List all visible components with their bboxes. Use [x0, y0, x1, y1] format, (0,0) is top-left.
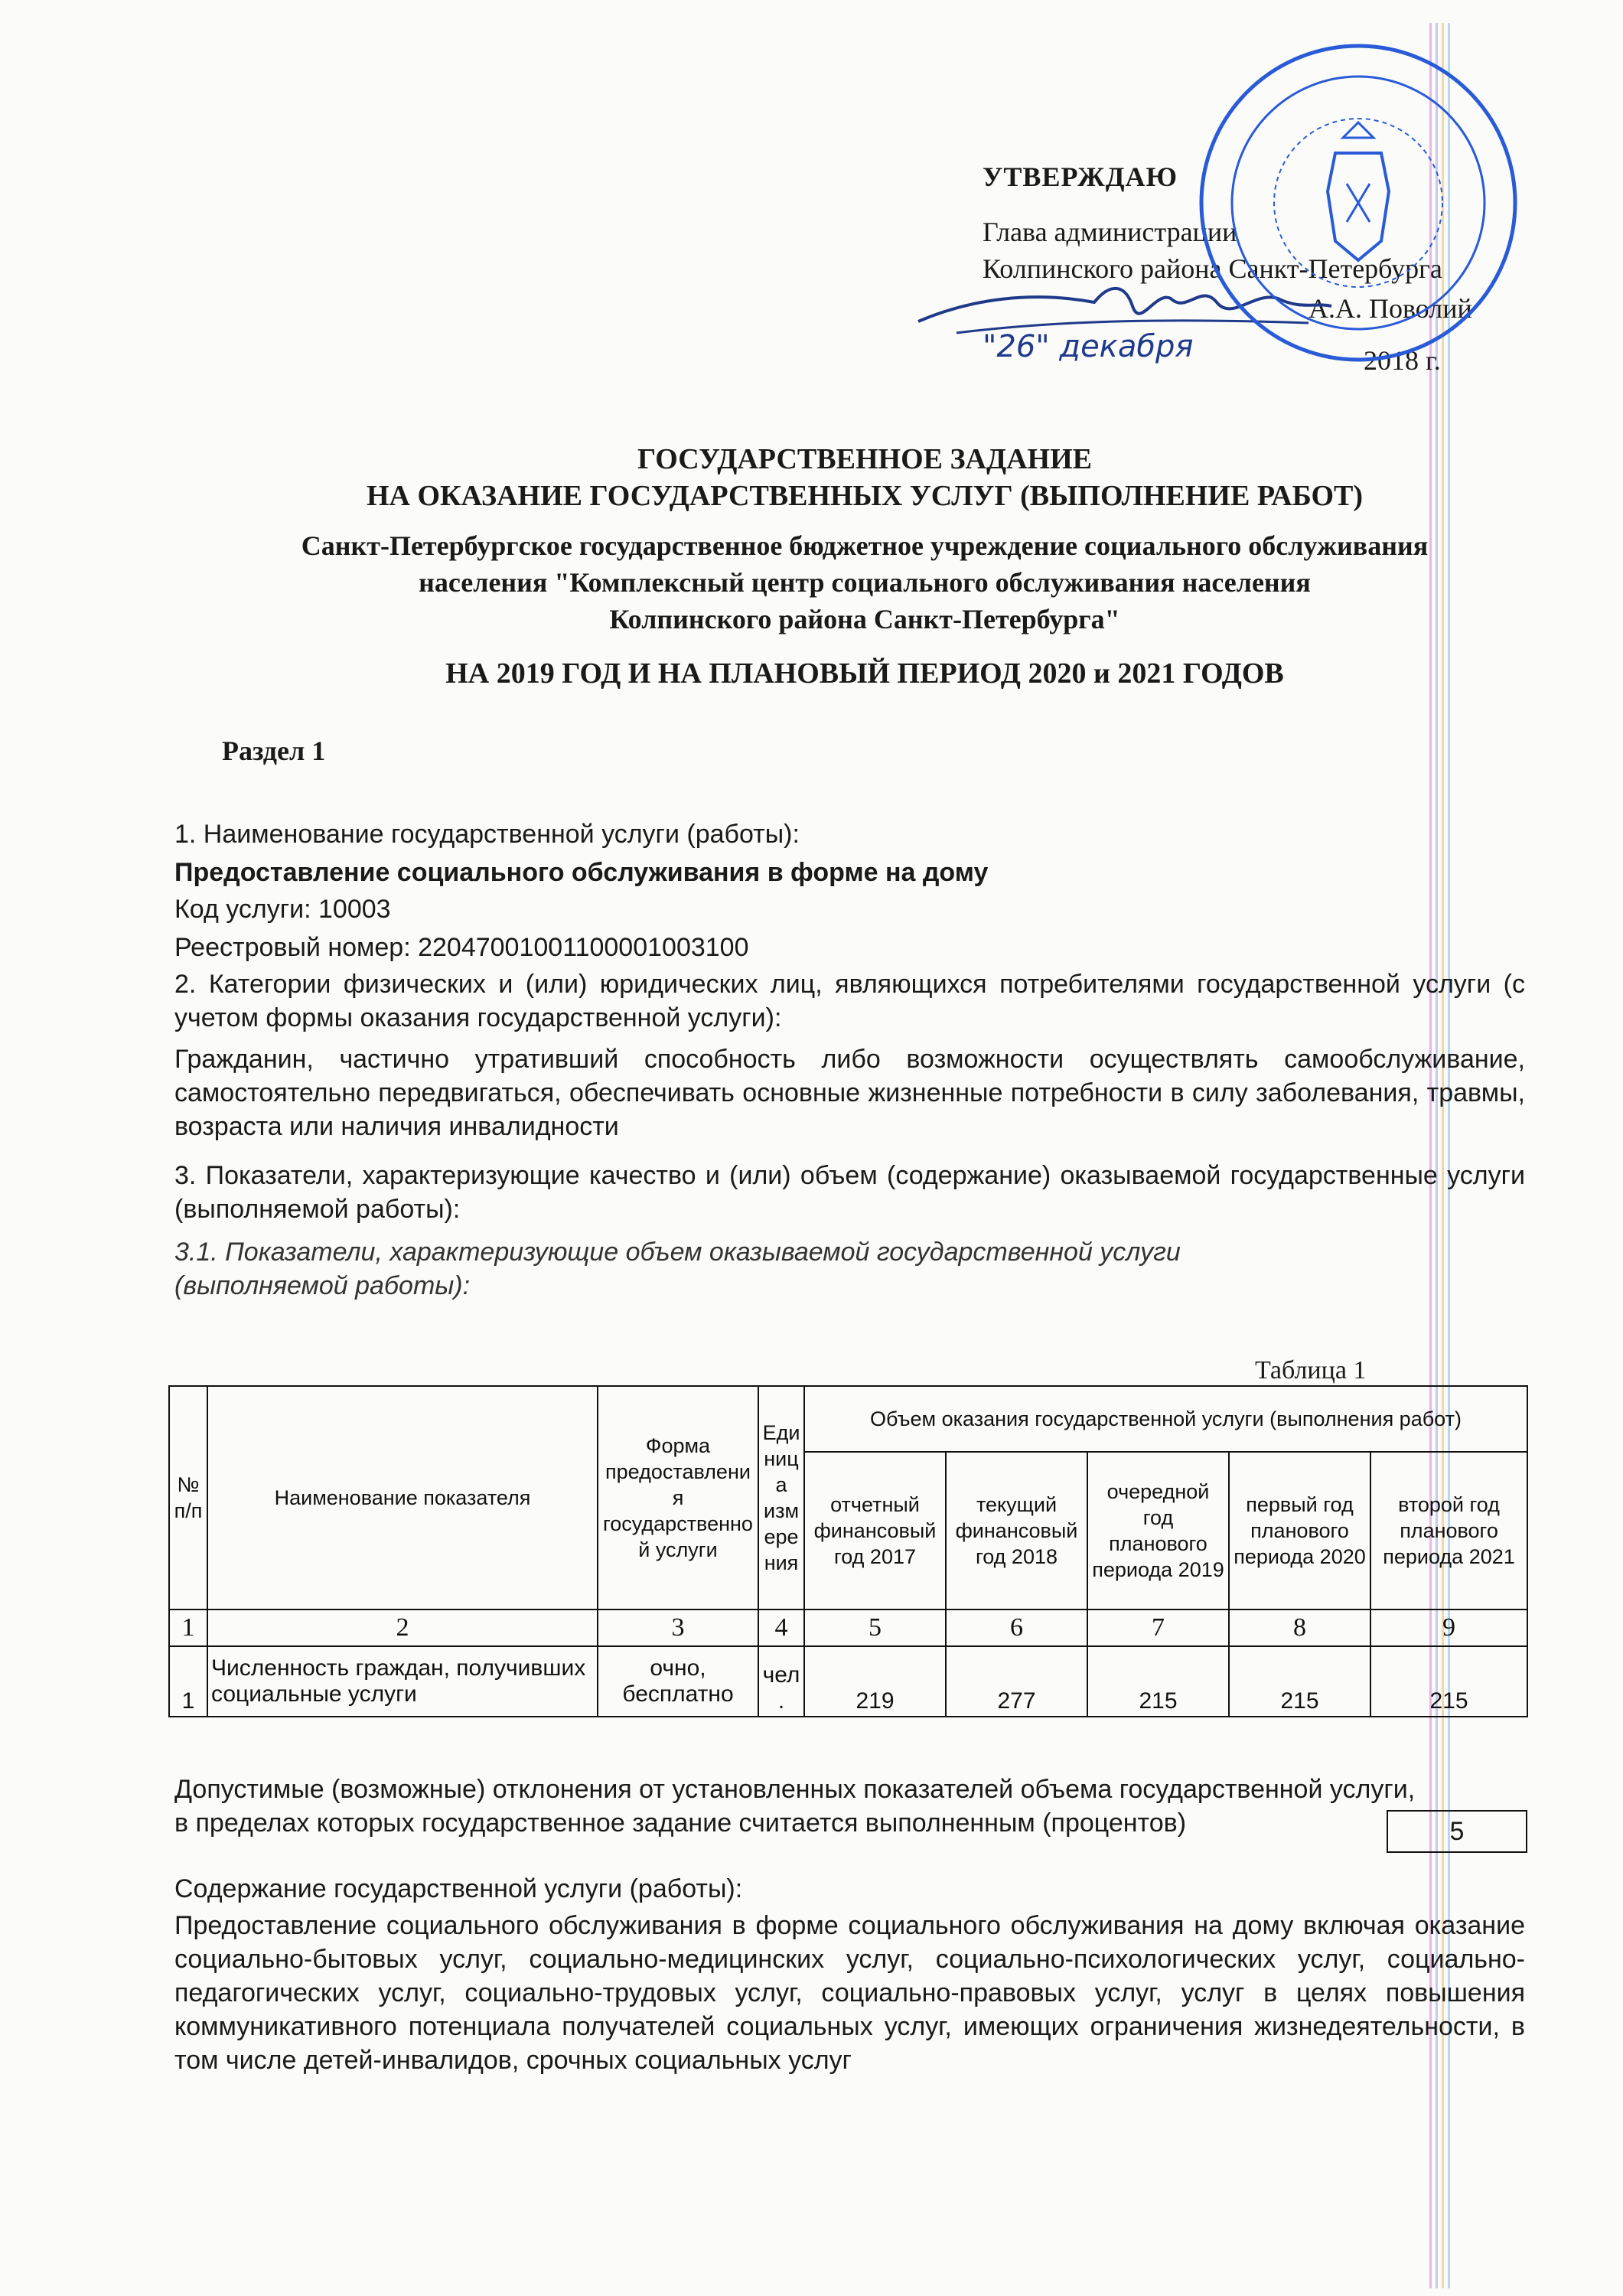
column-number: 8: [1229, 1609, 1370, 1646]
column-number: 3: [598, 1609, 758, 1646]
volume-table: [168, 1385, 1528, 1717]
item2-text: Гражданин, частично утративший способность либо возможности осуществлять самообслуживание, самостоятельно передвигаться, обеспечивать основные жизненные потребности в силу заболевания, травмы, возраста или наличия инвалидности: [174, 1045, 1525, 1141]
approval-year: 2018 г.: [1364, 345, 1441, 376]
service-code: Код услуги: 10003: [174, 895, 391, 924]
approval-date: "26" декабря: [983, 329, 1194, 364]
header-unit: Единица измерения: [758, 1386, 804, 1609]
cell-2021: 215: [1370, 1646, 1527, 1717]
header-form: Форма предоставления государственной услуги: [598, 1386, 758, 1609]
doc-title-line1: ГОСУДАРСТВЕННОЕ ЗАДАНИЕ: [637, 443, 1093, 475]
header-indicator: Наименование показателя: [207, 1386, 598, 1609]
deviation-text-line2: в пределах которых государственное задание считается выполненным (процентов): [174, 1808, 1187, 1838]
column-number: 7: [1087, 1609, 1229, 1646]
column-number: 6: [946, 1609, 1087, 1646]
official-stamp: [1194, 38, 1523, 367]
item31-line1: 3.1. Показатели, характеризующие объем оказываемой государственной услуги: [174, 1238, 1181, 1267]
table-row: [169, 1646, 1527, 1717]
cell-2018: 277: [946, 1646, 1087, 1717]
cell-num: 1: [169, 1646, 207, 1717]
column-number: 5: [804, 1609, 946, 1646]
service-name: Предоставление социального обслуживания в форме на дому: [174, 858, 989, 887]
header-year-2019: очередной год планового периода 2019: [1087, 1452, 1229, 1609]
org-name-line3: Колпинского района Санкт-Петербурга": [609, 604, 1120, 634]
header-year-2021: второй год планового периода 2021: [1370, 1452, 1527, 1609]
approval-position-line1: Глава администрации: [983, 217, 1237, 247]
registry-number: Реестровый номер: 22047001001100001003100: [174, 933, 749, 962]
approval-signatory: А.А. Поволий: [1309, 293, 1472, 324]
item1-label: 1. Наименование государственной услуги (работы):: [174, 820, 800, 849]
header-year-2017: отчетный финансовый год 2017: [804, 1452, 946, 1609]
cell-indicator: Численность граждан, получивших социальные услуги: [207, 1646, 598, 1717]
header-num: № п/п: [169, 1386, 207, 1609]
org-name-line2: населения "Комплексный центр социального обслуживания населения: [419, 567, 1311, 598]
content-label: Содержание государственной услуги (работы):: [174, 1874, 743, 1903]
table-caption: Таблица 1: [1255, 1356, 1367, 1384]
cell-2019: 215: [1087, 1646, 1229, 1717]
org-name-line1: Санкт-Петербургское государственное бюджетное учреждение социального обслуживания: [301, 530, 1429, 561]
column-number: 9: [1370, 1609, 1527, 1646]
header-year-2020: первый год планового периода 2020: [1229, 1452, 1370, 1609]
column-number: 4: [758, 1609, 804, 1646]
cell-unit: чел.: [758, 1646, 804, 1717]
column-number: 1: [169, 1609, 207, 1646]
column-number: 2: [207, 1609, 598, 1646]
doc-period: НА 2019 ГОД И НА ПЛАНОВЫЙ ПЕРИОД 2020 и 2021 ГОДОВ: [445, 657, 1284, 690]
item3-label: 3. Показатели, характеризующие качество и (или) объем (содержание) оказываемой государственные услуги (выполняемой работы):: [174, 1161, 1525, 1224]
deviation-value: 5: [1387, 1810, 1527, 1853]
content-text: Предоставление социального обслуживания в форме социального обслуживания на дому включая оказание социально-бытовых услуг, социально-медицинских услуг, социально-психологических услуг, социально-педагогических услуг, социально-трудовых услуг, социально-правовых услуг, услуг в целях повышения коммуникативного потенциала получателей социальных услуг, имеющих ограничения жизнедеятельности, в том числе детей-инвалидов, срочных социальных услуг: [174, 1911, 1525, 2075]
approval-title: УТВЕРЖДАЮ: [983, 161, 1178, 192]
item2-label: 2. Категории физических и (или) юридических лиц, являющихся потребителями государственной услуги (с учетом формы оказания государственной услуги):: [174, 970, 1525, 1032]
item31-line2: (выполняемой работы):: [174, 1271, 471, 1300]
doc-title-line2: НА ОКАЗАНИЕ ГОСУДАРСТВЕННЫХ УСЛУГ (ВЫПОЛНЕНИЕ РАБОТ): [366, 480, 1364, 512]
header-year-2018: текущий финансовый год 2018: [946, 1452, 1087, 1609]
section-title: Раздел 1: [222, 735, 326, 766]
cell-2017: 219: [804, 1646, 946, 1717]
deviation-text-line1: Допустимые (возможные) отклонения от установленных показателей объема государственной услуги,: [174, 1775, 1416, 1804]
approval-position-line2: Колпинского района Санкт-Петербурга: [983, 253, 1442, 284]
cell-form: очно, бесплатно: [598, 1646, 758, 1717]
cell-2020: 215: [1229, 1646, 1370, 1717]
header-volume-group: Объем оказания государственной услуги (выполнения работ): [804, 1386, 1527, 1452]
